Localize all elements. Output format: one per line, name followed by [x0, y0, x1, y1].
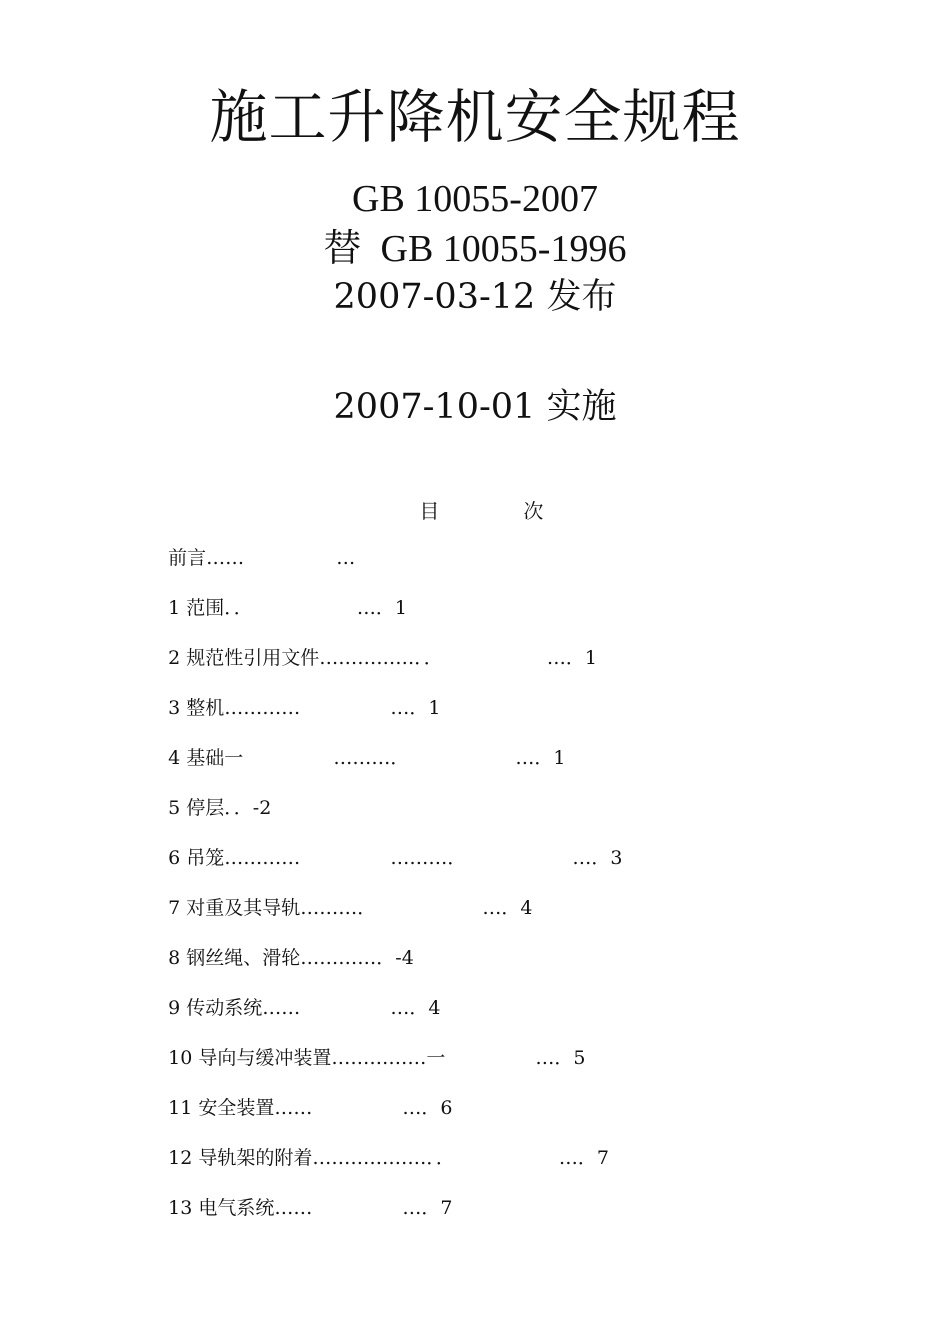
toc-item-mid: ………．	[333, 747, 410, 769]
toc-item-page: …．4	[390, 997, 441, 1019]
toc-item-label: 6 吊笼…………	[168, 847, 301, 869]
toc-item-label: 7 对重及其导轨………．	[168, 897, 377, 919]
toc-item-page: …．1	[546, 647, 597, 669]
toc-item-page: …．7	[402, 1197, 453, 1219]
standard-number: GB 10055-2007	[352, 178, 598, 220]
toc-item-label: 前言……	[168, 547, 245, 569]
toc-item-label: 9 传动系统……	[168, 997, 301, 1019]
toc-item-13[interactable]	[144, 1172, 452, 1244]
toc-item-label: 3 整机…………	[168, 697, 301, 719]
toc-item-label: 5 停层．．-2	[168, 797, 272, 819]
toc-heading-right: 次	[523, 499, 544, 523]
toc-item-label: 1 范围．．	[168, 597, 253, 619]
toc-item-page: …．5	[535, 1047, 586, 1069]
toc-heading	[0, 472, 950, 524]
toc-item-label: 8 钢丝绳、滑轮…………．-4	[168, 947, 414, 969]
document-title: 施工升降机安全规程	[209, 83, 741, 151]
toc-item-page: …．1	[356, 597, 407, 619]
toc-item-page: …．1	[390, 697, 441, 719]
toc-heading-left: 目	[419, 499, 440, 523]
toc-item-page: …．6	[402, 1097, 453, 1119]
toc-item-label: 13 电气系统……	[168, 1197, 313, 1219]
toc-item-page: …．3	[572, 847, 623, 869]
toc-item-page: …．4	[482, 897, 533, 919]
toc-item-label: 11 安全装置……	[168, 1097, 313, 1119]
replaces-standard: 替 GB 10055-1996	[323, 228, 627, 270]
implement-date: 2007-10-01 实施	[333, 387, 617, 427]
publish-date: 2007-03-12 发布	[333, 277, 617, 317]
toc-item-page: …	[336, 547, 356, 569]
toc-item-label: 2 规范性引用文件……………．．	[168, 647, 443, 669]
toc-item-page: …．7	[558, 1147, 609, 1169]
toc-item-page: …．1	[515, 747, 566, 769]
toc-item-label: 4 基础一	[168, 747, 244, 769]
toc-item-mid: ………．	[390, 847, 467, 869]
toc-item-label: 10 导向与缓冲装置……………一	[168, 1047, 446, 1069]
toc-item-label: 12 导轨架的附着………………．．	[168, 1147, 455, 1169]
